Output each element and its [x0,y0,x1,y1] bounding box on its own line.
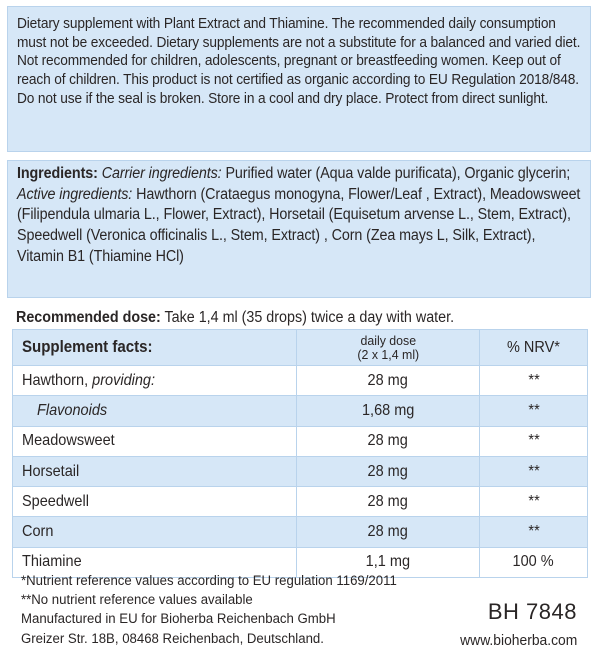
table-row [13,366,588,396]
ingredients-panel [7,160,591,298]
daily-dose-heading-line1: daily dose [360,332,416,348]
row-amount: 1,68 mg [361,401,415,419]
row-amount: 28 mg [367,523,408,541]
table-row [13,456,588,486]
row-amount: 28 mg [367,371,408,389]
nrv-footnote: *Nutrient reference values according to EU regulation 1169/2011 [21,573,397,589]
ingredients-heading: Ingredients: [17,165,98,182]
table-row [13,517,588,547]
row-name: Hawthorn, [22,371,89,389]
address-text: Greizer Str. 18B, 08468 Reichenbach, Deutschland. [21,630,324,647]
carrier-text: Purified water (Aqua valde purificata), Organic glycerin; [225,165,571,182]
row-nrv: ** [527,492,540,510]
row-amount: 1,1 mg [365,553,411,571]
batch-code: BH 7848 [487,599,577,624]
row-name: Horsetail [22,462,80,480]
supplement-label [7,6,591,659]
row-nrv: 100 % [513,553,555,571]
dose-text: Take 1,4 ml (35 drops) twice a day with water. [164,309,455,326]
nrv-heading: % NRV* [507,338,561,356]
row-name-italic: providing: [92,371,156,389]
table-row [13,487,588,517]
recommended-dose [16,308,555,328]
warning-text: Dietary supplement with Plant Extract and Thiamine. The recommended daily consumption must not be exceeded. Dietary supplements are not a substitute for a balanced and varied diet. Not recommended for children, adolescents, pregnant or breastfeeding women. Keep out of reach of children. This product is not certified as organic according to EU Regulation 2018/848. Do not use if the seal is broken. Store in a cool and dry place. Protect from direct sunlight. [17,16,581,107]
row-nrv: ** [527,462,540,480]
warning-panel [7,6,591,152]
row-nrv: ** [527,401,540,419]
row-nrv: ** [527,523,540,541]
supplement-facts-table [12,329,588,578]
row-nrv: ** [527,371,540,389]
row-amount: 28 mg [367,462,408,480]
carrier-label: Carrier ingredients: [101,165,222,182]
table-row [13,396,588,426]
row-amount: 28 mg [367,432,408,450]
daily-dose-heading-line2: (2 x 1,4 ml) [356,346,419,362]
facts-heading: Supplement facts: [22,338,153,356]
row-name: Speedwell [22,492,89,510]
row-amount: 28 mg [367,492,408,510]
website-text: www.bioherba.com [459,633,577,649]
active-text: Hawthorn (Crataegus monogyna, Flower/Leaf , Extract), Meadowsweet (Filipendula ulmaria L., Flower, Extract), Horsetail (Equisetum arvense L., Stem, Extract), Speedwell (Veronica officinalis L., Stem, Extract) , Corn (Zea mays L, Silk, Extract), Vitamin B1 (Thiamine HCl) [17,185,581,265]
row-name-italic: Flavonoids [37,401,108,419]
row-nrv: ** [527,432,540,450]
no-nrv-footnote: **No nutrient reference values available [21,592,253,609]
row-name: Meadowsweet [22,432,115,450]
row-name: Thiamine [22,553,82,571]
row-name: Corn [22,523,54,541]
manufacturer-text: Manufactured in EU for Bioherba Reichenbach GmbH [21,611,336,628]
footer-notes [21,572,458,649]
table-header-row [13,330,588,366]
ingredients-text [17,164,583,268]
dose-label: Recommended dose: [16,309,161,326]
table-row [13,426,588,456]
active-label: Active ingredients: [17,185,133,203]
